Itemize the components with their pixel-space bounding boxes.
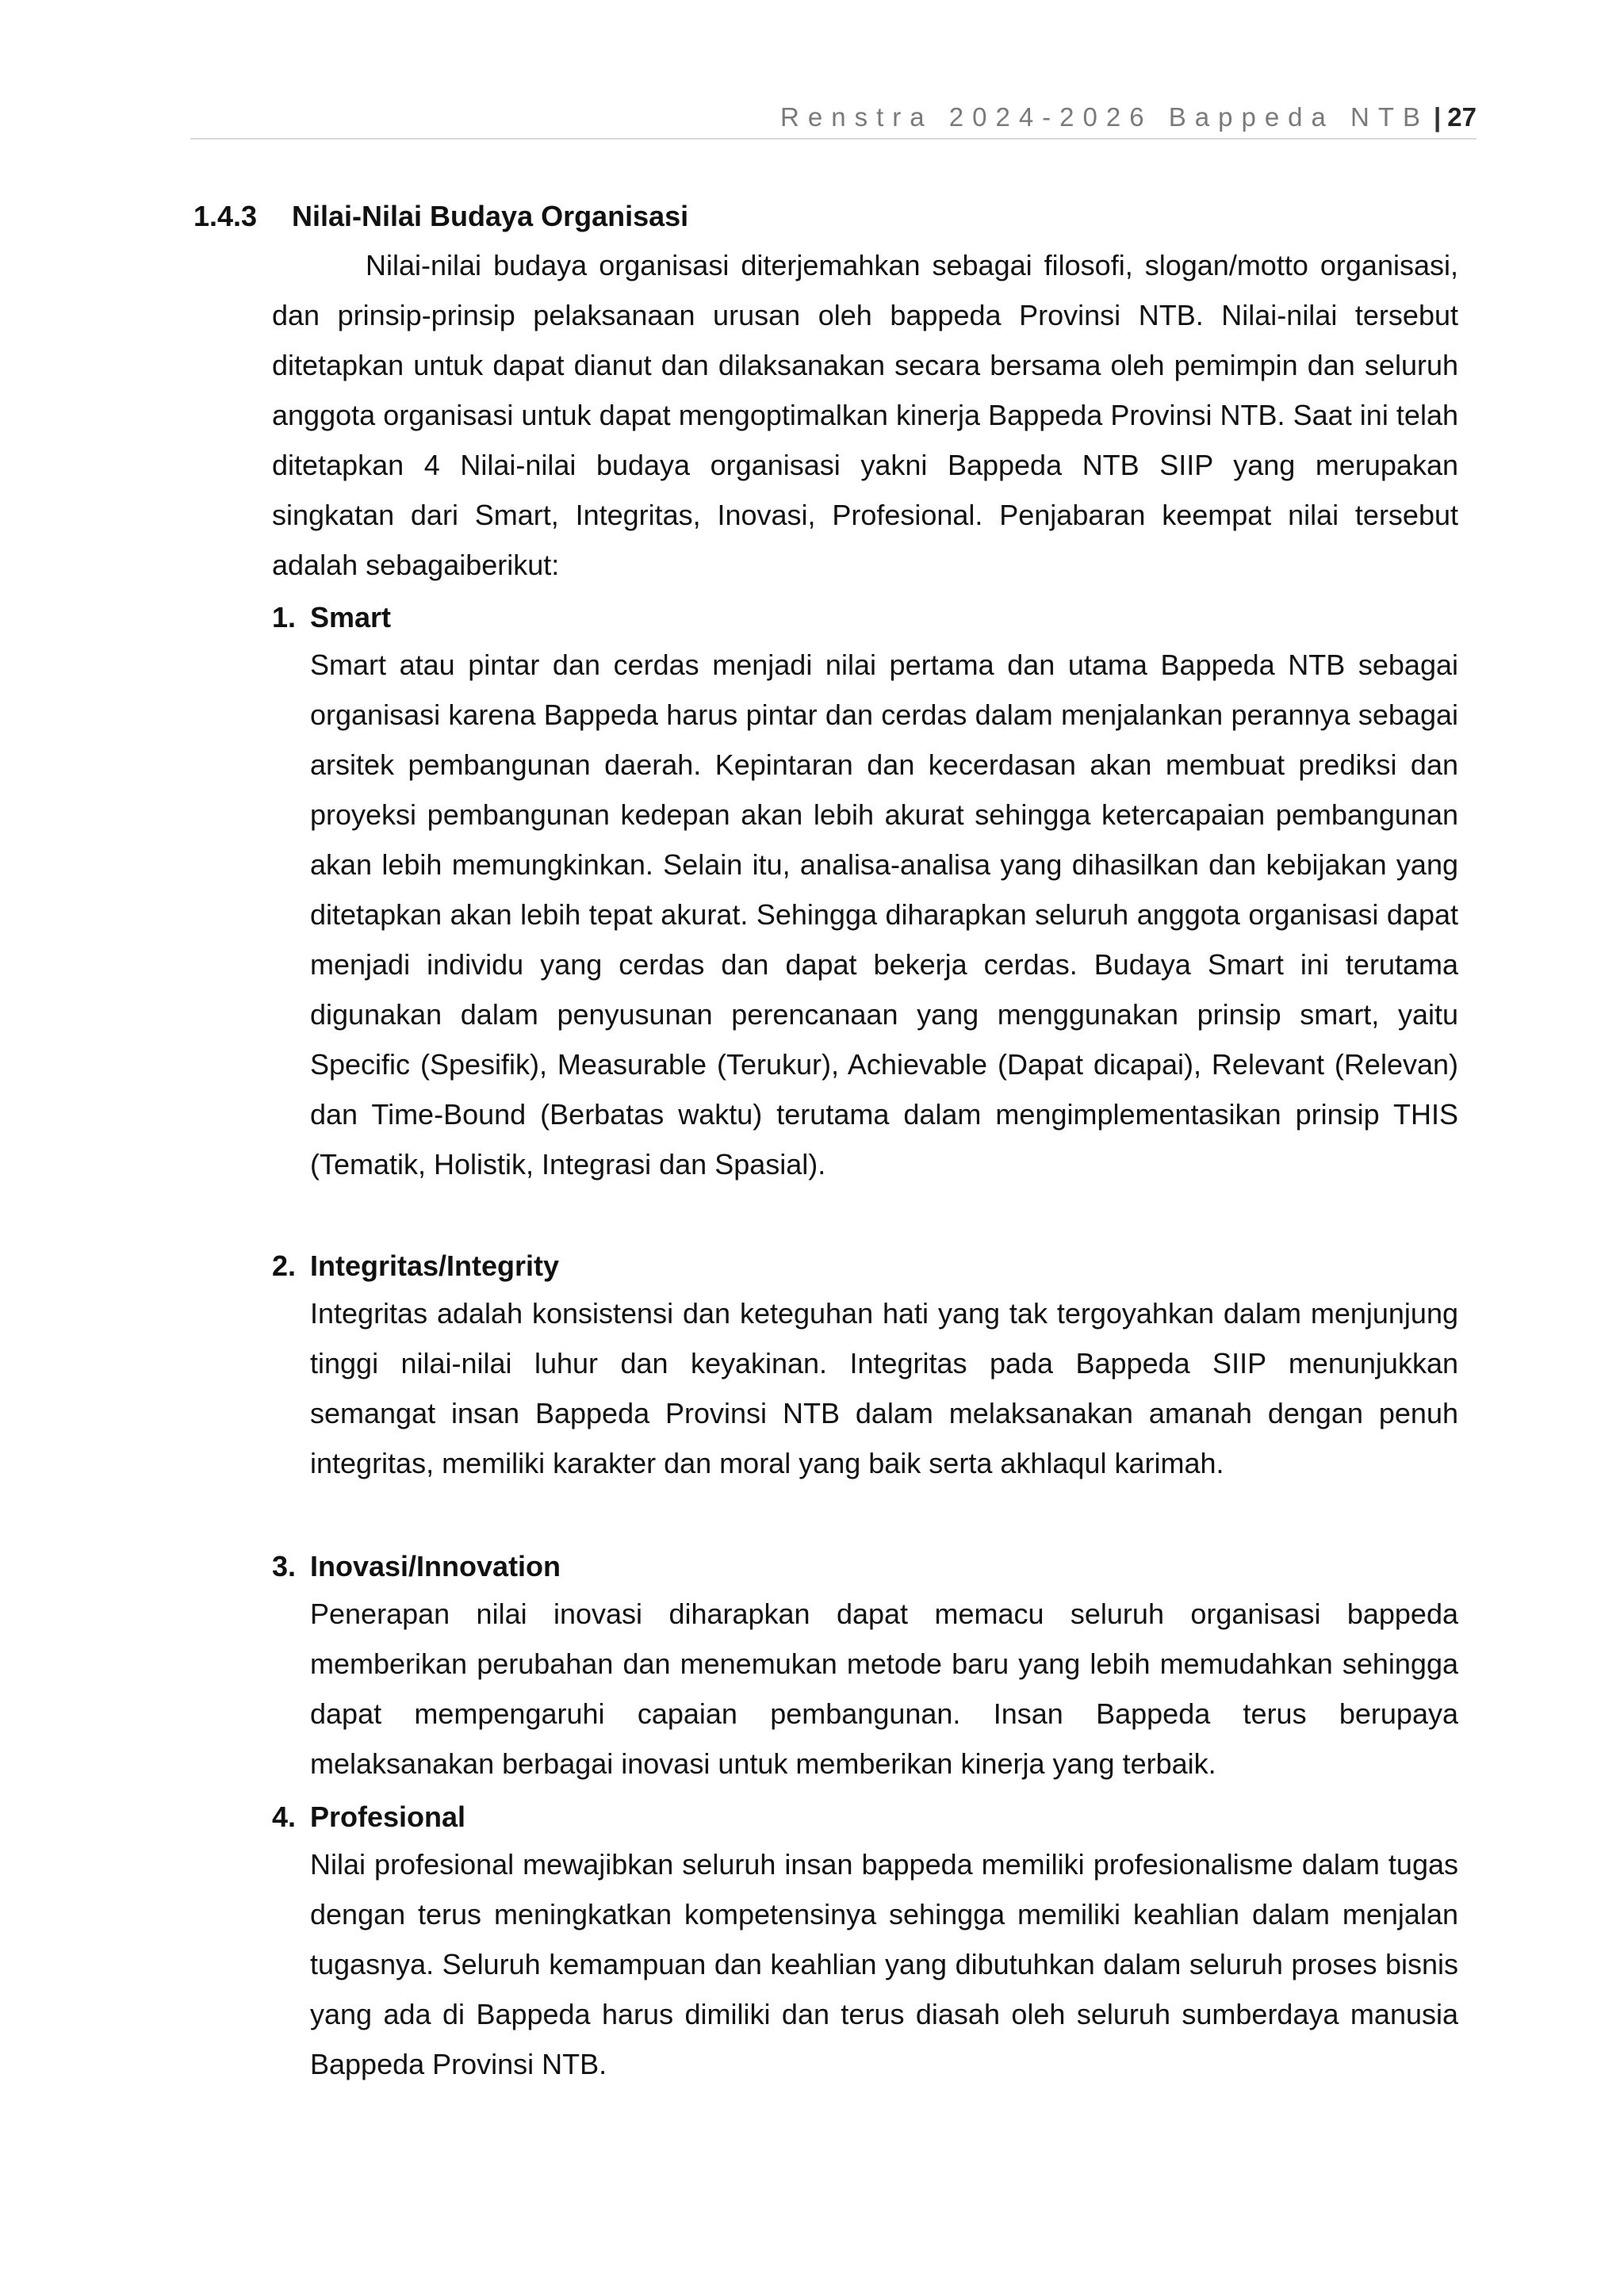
page-number: 27 (1447, 102, 1477, 132)
item-title: Profesional (310, 1800, 466, 1833)
header-title: Renstra 2024-2026 Bappeda NTB (780, 102, 1430, 132)
item-title: Smart (310, 601, 392, 633)
item-number: 1. (272, 601, 297, 633)
item-text: Smart atau pintar dan cerdas menjadi nilai pertama dan utama Bappeda NTB sebagai organisasi karena Bappeda harus pintar dan cerdas dalam menjalankan perannya sebagai arsitek pembangunan daerah. Kepintaran dan kecerdasan akan membuat prediksi dan proyeksi pembangunan kedepan akan lebih akurat sehingga ketercapaian pembangunan akan lebih memungkinkan. Selain itu, analisa-analisa yang dihasilkan dan kebijakan yang ditetapkan akan lebih tepat akurat. Sehingga diharapkan seluruh anggota organisasi dapat menjadi individu yang cerdas dan dapat bekerja cerdas. Budaya Smart ini terutama digunakan dalam penyusunan perencanaan yang menggunakan prinsip smart, yaitu Specific (Spesifik), Measurable (Terukur), Achievable (Dapat dicapai), Relevant (Relevan) dan Time-Bound (Berbatas waktu) terutama dalam mengimplementasikan prinsip THIS (Tematik, Holistik, Integrasi dan Spasial). (310, 649, 1458, 1181)
item-number: 3. (272, 1550, 297, 1582)
page-header (190, 97, 1477, 140)
intro-text: Nilai-nilai budaya organisasi diterjemahkan sebagai filosofi, slogan/motto organisasi, dan prinsip-prinsip pelaksanaan urusan oleh bappeda Provinsi NTB. Nilai-nilai tersebut ditetapkan untuk dapat dianut dan dilaksanakan secara bersama oleh pemimpin dan seluruh anggota organisasi untuk dapat mengoptimalkan kinerja Bappeda Provinsi NTB. Saat ini telah ditetapkan 4 Nilai-nilai budaya organisasi yakni Bappeda NTB SIIP yang merupakan singkatan dari Smart, Integritas, Inovasi, Profesional. Penjabaran keempat nilai tersebut adalah sebagaiberikut: (272, 249, 1458, 581)
item-title: Integritas/Integrity (310, 1249, 560, 1282)
item-text: Penerapan nilai inovasi diharapkan dapat memacu seluruh organisasi bappeda memberikan perubahan dan menemukan metode baru yang lebih memudahkan sehingga dapat mempengaruhi capaian pembangunan. Insan Bappeda terus berupaya melaksanakan berbagai inovasi untuk memberikan kinerja yang terbaik. (310, 1598, 1458, 1780)
item-heading-inovasi (272, 1543, 561, 1590)
item-title: Inovasi/Innovation (310, 1550, 561, 1582)
item-heading-profesional (272, 1793, 465, 1841)
item-body-inovasi (310, 1589, 1458, 1789)
section-title: Nilai-Nilai Budaya Organisasi (292, 200, 689, 232)
intro-paragraph (272, 240, 1458, 590)
header-separator: | (1434, 102, 1442, 132)
item-heading-smart (272, 594, 391, 641)
item-body-integritas (310, 1288, 1458, 1488)
item-heading-integritas (272, 1242, 559, 1290)
item-body-smart (310, 640, 1458, 1189)
item-number: 2. (272, 1249, 297, 1282)
section-heading (193, 193, 688, 240)
item-body-profesional (310, 1839, 1458, 2089)
section-number: 1.4.3 (193, 200, 258, 232)
item-text: Integritas adalah konsistensi dan keteguhan hati yang tak tergoyahkan dalam menjunjung tinggi nilai-nilai luhur dan keyakinan. Integritas pada Bappeda SIIP menunjukkan semangat insan Bappeda Provinsi NTB dalam melaksanakan amanah dengan penuh integritas, memiliki karakter dan moral yang baik serta akhlaqul karimah. (310, 1297, 1458, 1479)
item-number: 4. (272, 1800, 297, 1833)
item-text: Nilai profesional mewajibkan seluruh insan bappeda memiliki profesionalisme dalam tugas dengan terus meningkatkan kompetensinya sehingga memiliki keahlian dalam menjalan tugasnya. Seluruh kemampuan dan keahlian yang dibutuhkan dalam seluruh proses bisnis yang ada di Bappeda harus dimiliki dan terus diasah oleh seluruh sumberdaya manusia Bappeda Provinsi NTB. (310, 1848, 1458, 2080)
